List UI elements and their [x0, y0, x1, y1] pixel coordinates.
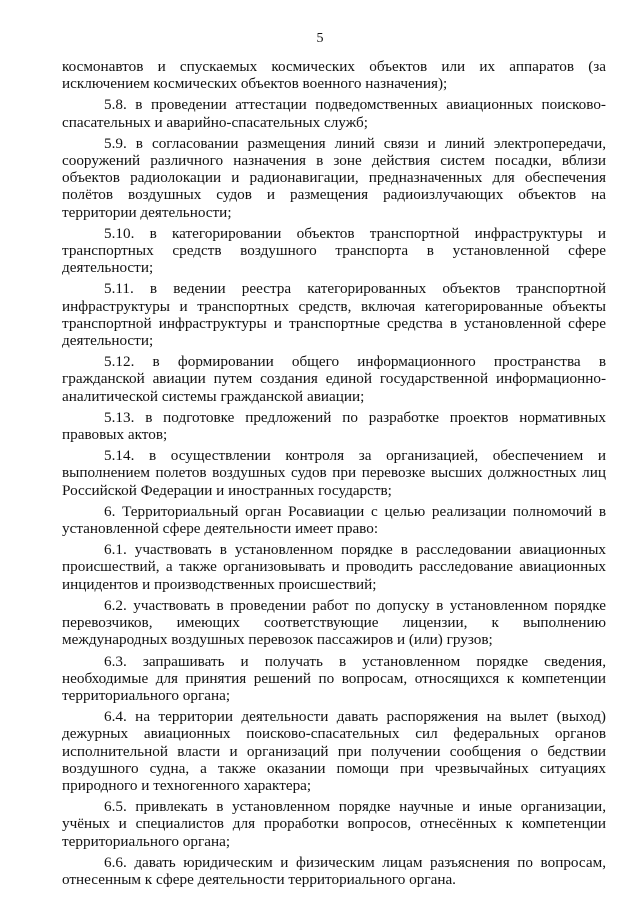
paragraph-5-14: 5.14. в осуществлении контроля за организацией, обеспечением и выполнением полетов воздушных судов при перевозке высших должностных лиц Российской Федерации и иностранных государств; [62, 447, 606, 499]
paragraph-5-12: 5.12. в формировании общего информационного пространства в гражданской авиации путем создания единой государственной информационно-аналитической системы гражданской авиации; [62, 353, 606, 405]
paragraph-6-1: 6.1. участвовать в установленном порядке в расследовании авиационных происшествий, а также организовывать и проводить расследование авиационных инцидентов и производственных происшествий; [62, 541, 606, 593]
paragraph-5-9: 5.9. в согласовании размещения линий связи и линий электропередачи, сооружений различного назначения в зоне действия систем посадки, вблизи объектов радиолокации и радионавигации, предназначенных для обеспечения полётов воздушных судов и размещения радиоизлучающих объектов на территории деятельности; [62, 134, 606, 221]
paragraph-5-13: 5.13. в подготовке предложений по разработке проектов нормативных правовых актов; [62, 408, 606, 444]
paragraph-6-3: 6.3. запрашивать и получать в установленном порядке сведения, необходимые для принятия решений по вопросам, относящихся к компетенции территориального органа; [62, 652, 606, 704]
paragraph-6-5: 6.5. привлекать в установленном порядке научные и иные организации, учёных и специалистов для проработки вопросов, отнесённых к компетенции территориального органа; [62, 798, 606, 850]
paragraph-5-10: 5.10. в категорировании объектов транспортной инфраструктуры и транспортных средств воздушного транспорта в установленной сфере деятельности; [62, 224, 606, 277]
paragraph-5-8: 5.8. в проведении аттестации подведомственных авиационных поисково-спасательных и аварийно-спасательных служб; [62, 96, 606, 131]
paragraph-6: 6. Территориальный орган Росавиации с целью реализации полномочий в установленной сфере деятельности имеет право: [62, 502, 606, 538]
paragraph-6-2: 6.2. участвовать в проведении работ по допуску в установленном порядке перевозчиков, имеющих соответствующие лицензии, к выполнению международных воздушных перевозок пассажиров и (или) грузов; [62, 596, 606, 649]
paragraph-continuation: космонавтов и спускаемых космических объектов или их аппаратов (за исключением космических объектов военного назначения); [62, 58, 606, 93]
paragraph-5-11: 5.11. в ведении реестра категорированных объектов транспортной инфраструктуры и транспортных средств, включая категорированные объекты транспортной инфраструктуры и транспортные средства в установленной сфере деятельности; [62, 280, 606, 350]
paragraph-6-6: 6.6. давать юридическим и физическим лицам разъяснения по вопросам, отнесенным к сфере деятельности территориального органа. [62, 853, 606, 888]
page-number: 5 [316, 31, 324, 46]
document-body [62, 58, 606, 892]
paragraph-6-4: 6.4. на территории деятельности давать распоряжения на вылет (выход) дежурных авиационных поисково-спасательных сил федеральных органов исполнительной власти и организаций при получении сообщения о бедствии воздушного судна, а также оказании помощи при чрезвычайных ситуациях природного и техногенного характера; [62, 708, 606, 794]
